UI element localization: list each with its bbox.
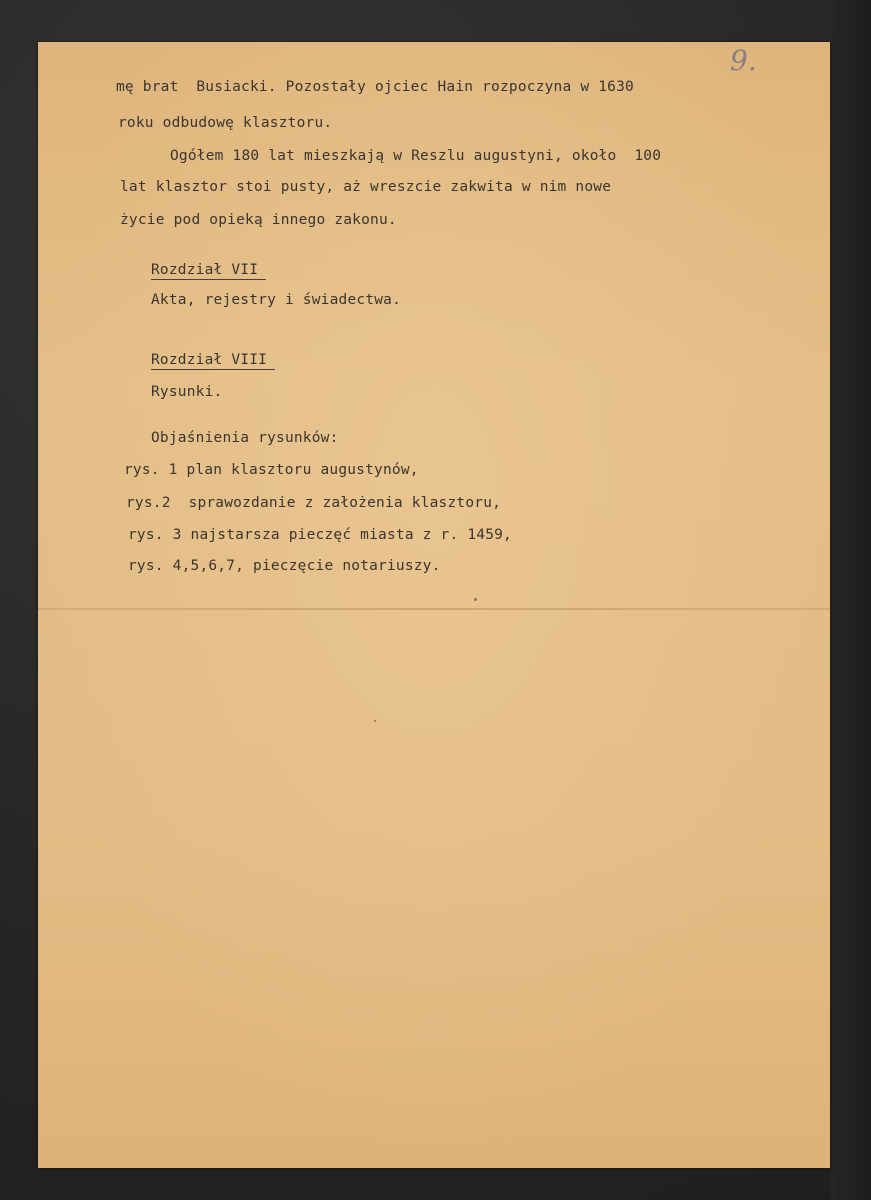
chapter-8-heading: Rozdział VIII: [151, 352, 275, 370]
explanation-item: rys. 1 plan klasztoru augustynów,: [124, 462, 419, 478]
body-line-5: życie pod opieką innego zakonu.: [120, 212, 397, 228]
document-page: [38, 42, 830, 1168]
body-line-1: mę brat Busiacki. Pozostały ojciec Hain rozpoczyna w 1630: [116, 79, 634, 95]
chapter-8-text: Rysunki.: [151, 384, 223, 400]
body-line-3: Ogółem 180 lat mieszkają w Reszlu augustyni, około 100: [170, 148, 662, 164]
paper-speck: [474, 598, 477, 601]
explanations-title: Objaśnienia rysunków:: [151, 430, 339, 446]
explanation-item: rys. 3 najstarsza pieczęć miasta z r. 1459,: [128, 527, 512, 543]
body-line-4: lat klasztor stoi pusty, aż wreszcie zakwita w nim nowe: [120, 179, 612, 195]
paper-fold: [38, 608, 830, 610]
chapter-7-text: Akta, rejestry i świadectwa.: [151, 292, 402, 308]
body-line-2: roku odbudowę klasztoru.: [118, 115, 333, 131]
explanation-item: rys. 4,5,6,7, pieczęcie notariuszy.: [128, 558, 441, 574]
background-edge: [831, 0, 871, 1200]
explanation-item: rys.2 sprawozdanie z założenia klasztoru,: [126, 495, 502, 511]
paper-speck: [374, 720, 376, 722]
chapter-7-heading: Rozdział VII: [151, 262, 266, 280]
page-number: 9.: [730, 44, 757, 77]
